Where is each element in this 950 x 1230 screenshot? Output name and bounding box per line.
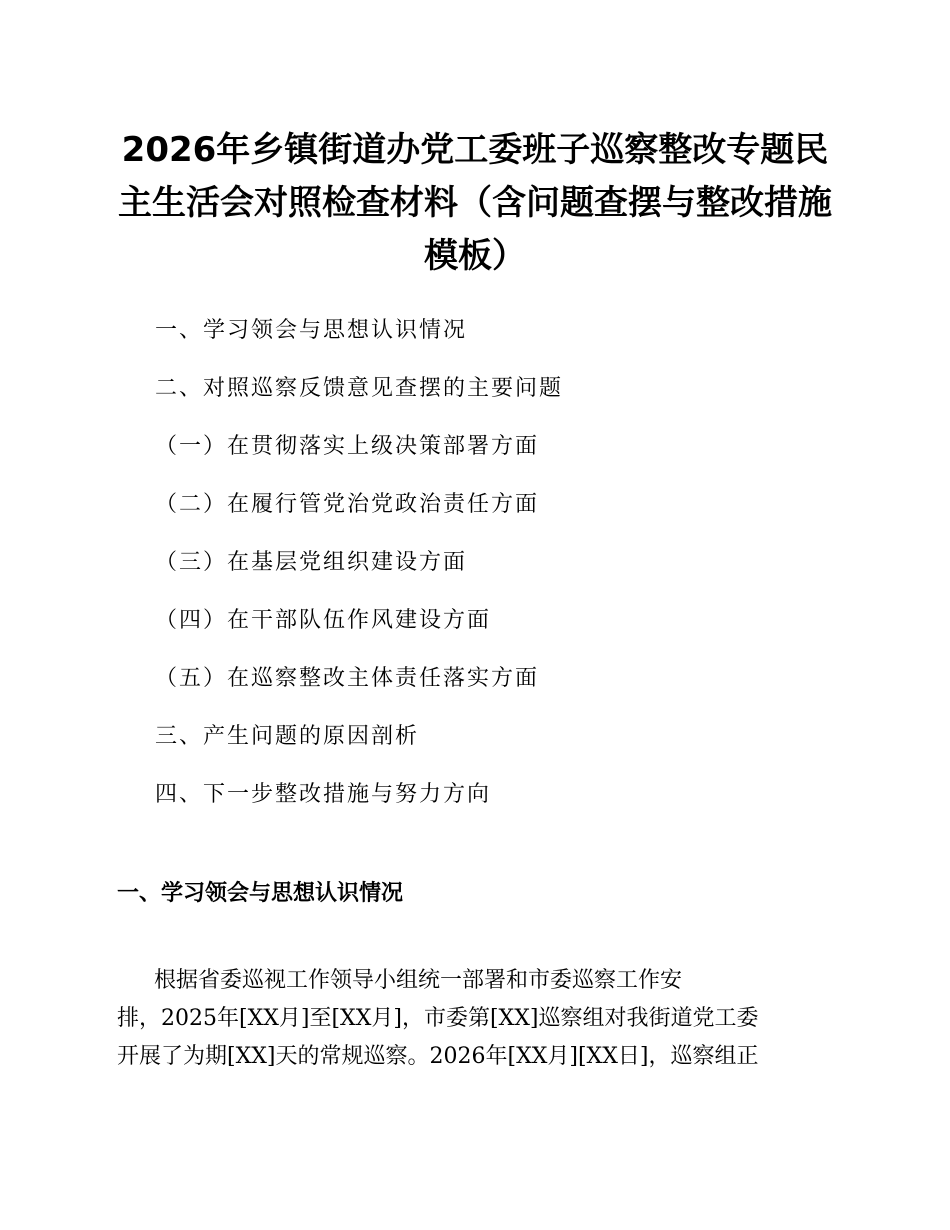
toc-item: 三、产生问题的原因剖析: [155, 724, 420, 749]
section-heading: 一、学习领会与思想认识情况: [117, 881, 404, 906]
toc-item: （一）在贯彻落实上级决策部署方面: [155, 434, 540, 459]
title-line-1: 2026年乡镇街道办党工委班子巡察整改专题民: [121, 130, 829, 170]
toc-item: 二、对照巡察反馈意见查摆的主要问题: [155, 376, 564, 401]
title-line-2: 主生活会对照检查材料（含问题查摆与整改措施: [118, 183, 832, 223]
body-line: 开展了为期[XX]天的常规巡察。2026年[XX月][XX日]，巡察组正: [117, 1044, 759, 1069]
title-line-3: 模板）: [424, 236, 526, 276]
toc-item: 一、学习领会与思想认识情况: [155, 318, 468, 343]
toc-item: （四）在干部队伍作风建设方面: [155, 608, 492, 633]
toc-item: （二）在履行管党治党政治责任方面: [155, 492, 540, 517]
toc-item: （三）在基层党组织建设方面: [155, 550, 468, 575]
body-line: 根据省委巡视工作领导小组统一部署和市委巡察工作安: [154, 968, 683, 993]
toc-item: 四、下一步整改措施与努力方向: [155, 782, 492, 807]
document-title: [100, 124, 850, 283]
body-line: 排，2025年[XX月]至[XX月]，市委第[XX]巡察组对我街道党工委: [117, 1006, 759, 1031]
body-paragraph: [117, 962, 837, 1076]
toc-item: （五）在巡察整改主体责任落实方面: [155, 666, 540, 691]
